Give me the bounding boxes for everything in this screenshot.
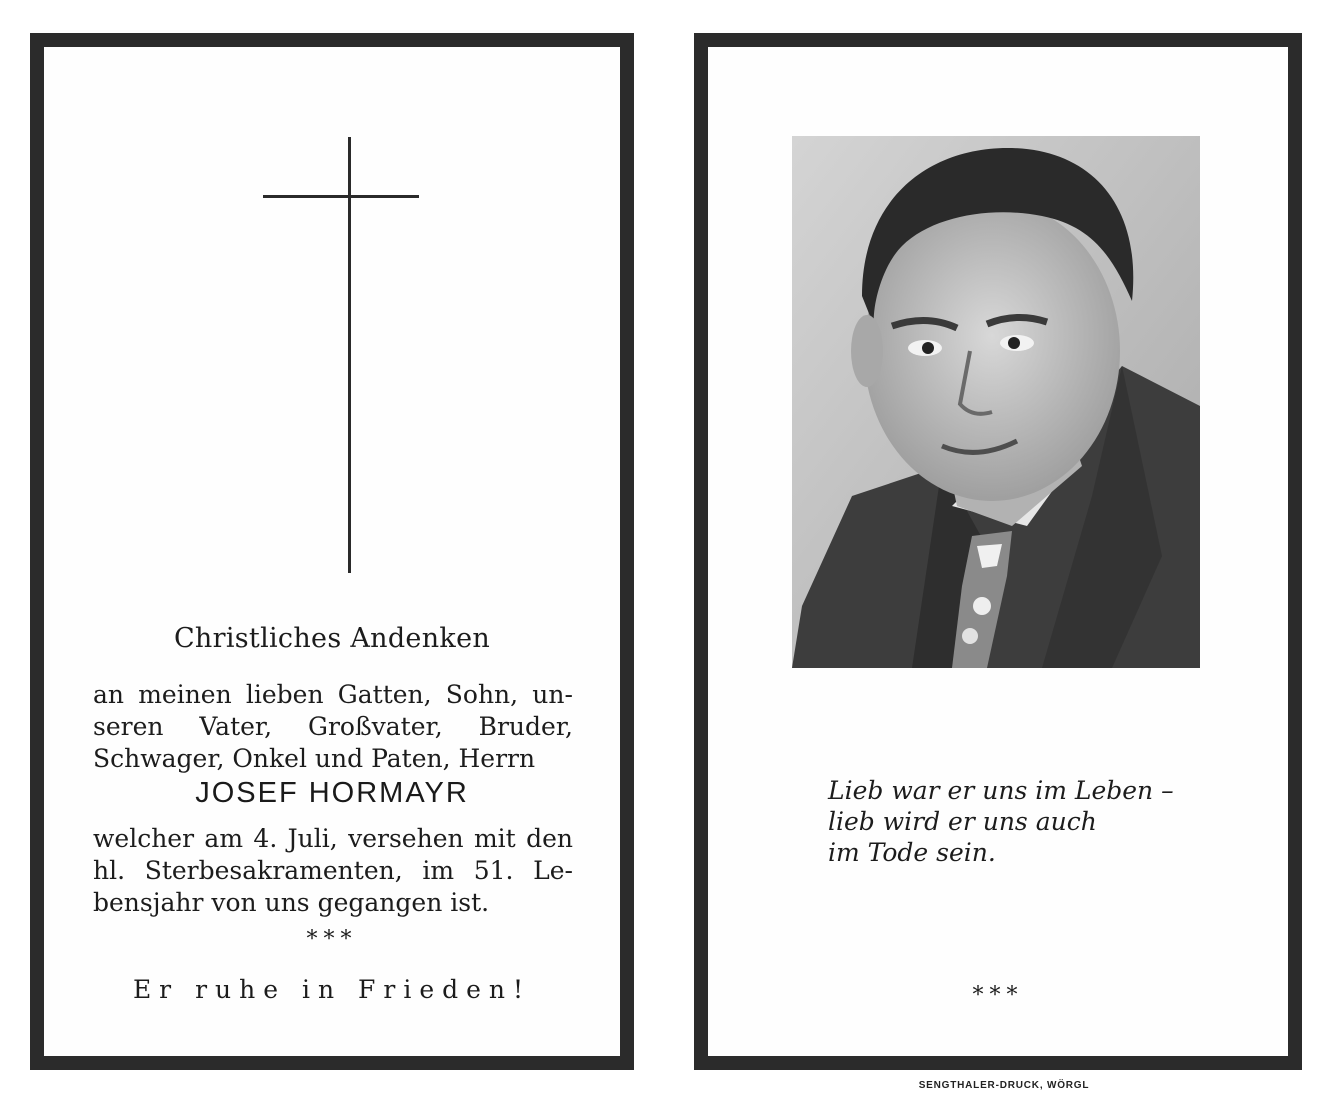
detail-text	[93, 823, 573, 919]
word: versehen	[348, 824, 464, 853]
word: seren	[93, 712, 164, 741]
word: meinen	[138, 680, 232, 709]
memorial-card-left	[30, 33, 634, 1070]
portrait-image	[792, 136, 1200, 668]
word: bensjahr von uns gegangen ist.	[93, 888, 490, 917]
word: Großvater,	[307, 712, 443, 741]
word: im	[422, 856, 455, 885]
separator-stars: ***	[306, 927, 358, 952]
word: Vater,	[199, 712, 273, 741]
word: lieben	[245, 680, 324, 709]
detail-line	[93, 887, 573, 919]
cross-vertical	[348, 137, 351, 573]
word: Juli,	[287, 824, 338, 853]
word: an	[93, 680, 125, 709]
word: Sterbesakramenten,	[144, 856, 403, 885]
dedication-text	[93, 679, 573, 775]
word: Schwager, Onkel und Paten, Herrn	[93, 744, 536, 773]
word: Sohn,	[445, 680, 519, 709]
printer-imprint: SENGTHALER-DRUCK, WÖRGL	[918, 1080, 1090, 1091]
word: mit	[473, 824, 516, 853]
card-title: Christliches Andenken	[173, 623, 491, 654]
word: welcher	[93, 824, 195, 853]
dedication-line	[93, 679, 573, 711]
word: den	[526, 824, 573, 853]
separator-stars: ***	[972, 983, 1024, 1008]
word: 51.	[473, 856, 514, 885]
verse-line: lieb wird er uns auch	[828, 807, 1097, 836]
closing-phrase: Er ruhe in Frieden!	[132, 975, 532, 1004]
deceased-name: JOSEF HORMAYR	[195, 777, 469, 809]
word: un-	[532, 680, 573, 709]
dedication-line	[93, 743, 573, 775]
verse-line: im Tode sein.	[828, 838, 996, 867]
word: am	[204, 824, 244, 853]
detail-line	[93, 823, 573, 855]
word: Bruder,	[478, 712, 573, 741]
memorial-card-right	[694, 33, 1302, 1070]
word: hl.	[93, 856, 126, 885]
word: 4.	[253, 824, 278, 853]
dedication-line	[93, 711, 573, 743]
detail-line	[93, 855, 573, 887]
cross-horizontal	[263, 195, 419, 198]
word: Le-	[533, 856, 573, 885]
portrait-photo	[792, 136, 1200, 668]
verse	[828, 775, 1174, 868]
word: Gatten,	[337, 680, 432, 709]
verse-line: Lieb war er uns im Leben –	[828, 776, 1174, 805]
